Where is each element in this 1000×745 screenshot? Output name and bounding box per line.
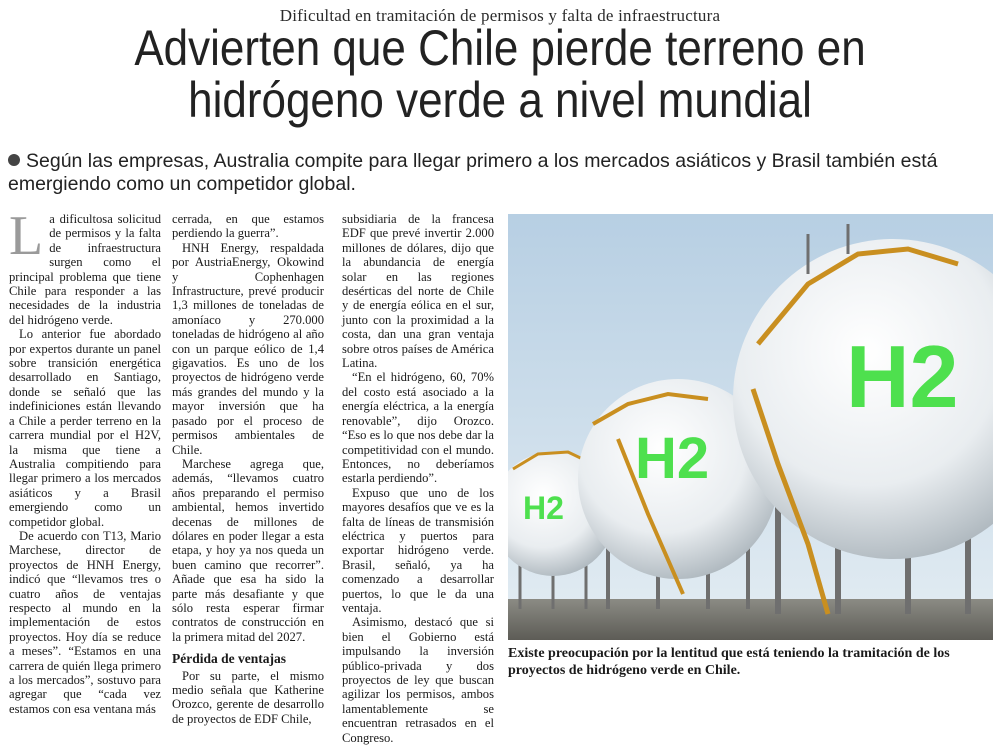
photo-caption: Existe preocupación por la lentitud que está teniendo la tramitación de los proyectos de hidrógeno verde en Chile. [508,646,950,678]
paragraph: Por su parte, el mismo medio señala que Katherine Orozco, gerente de desarrollo de proyectos de EDF Chile, [172,668,324,726]
paragraph: “En el hidrógeno, 60, 70% del costo está asociado a la energía eléctrica, a la energía renovable”, dijo Orozco. “Eso es lo que nos debe dar la competitividad con el mundo. Entonces, no deberíamos estarla perdiendo”. [342,370,494,486]
photo-illustration [508,214,993,640]
deck-text: Según las empresas, Australia compite para llegar primero a los mercados asiáticos y Brasil también está emergiendo como un competidor global. [8,150,938,195]
headline-line-2: hidrógeno verde a nivel mundial [188,72,812,128]
headline-line-1: Advierten que Chile pierde terreno en [134,20,866,76]
paragraph: Expuso que uno de los mayores desafíos que ve es la falta de líneas de transmisión eléctrica y puertos para exportar hidrógeno verde. Brasil, señaló, ya ha comenzado a desarrollar puertos, lo que le da una ventaja. [342,485,494,615]
ground [508,599,993,640]
headline [60,22,940,126]
article-column-2 [172,212,324,726]
tank-label-small: H2 [523,490,564,526]
paragraph: cerrada, en que estamos perdiendo la guerra”. [172,212,324,241]
paragraph: HNH Energy, respaldada por AustriaEnergy, Okowind y Cophenhagen Infrastructure, prevé producir 1,3 millones de toneladas de amoníaco y 270.000 toneladas de hidrógeno al año con un parque eólico de 1,4 gigavatios. Es uno de los proyectos de hidrógeno verde más grandes del mundo y la mayor inversión que ha pasado por el proceso de permisos ambientales de Chile. [172,240,324,457]
paragraph-text: a dificultosa solicitud de permisos y la falta de infraestructura surgen como el principal problema que tiene Chile para responder a las necesidades de la industria del hidrógeno verde. [9,212,161,327]
kicker: Dificultad en tramitación de permisos y falta de infraestructura [279,6,721,25]
subheading: Pérdida de ventajas [172,651,286,667]
article-column-3 [342,212,494,745]
article-column-1 [9,205,161,716]
paragraph: De acuerdo con T13, Mario Marchese, director de proyectos de HNH Energy, indicó que “llevamos tres o cuatro años de ventajas respecto al mundo en la implementación de estos proyectos. Hoy día se reduce a meses”. “Estamos en una carrera de quién llega primero a los mercados”, sostuvo para agregar que “cada vez estamos con esa ventana más [9,528,161,716]
drop-cap: L [9,205,44,267]
paragraph: Lo anterior fue abordado por expertos durante un panel sobre transición energética desarrollado en Santiago, donde se señaló que las indefiniciones están llevando a Chile a perder terreno en la carrera mundial por el H2V, la misma que tiene a Australia compitiendo para llegar primero a los mercados asiáticos y a Brasil emergiendo como un competidor global. [9,327,161,529]
hydrogen-tanks-photo [508,214,993,640]
paragraph: Asimismo, destacó que si bien el Gobierno está impulsando la inversión público-privada y dos proyectos de ley que buscan agilizar los permisos, ambos lamentablemente se encuentran retrasados en el Congreso. [342,615,494,745]
paragraph: subsidiaria de la francesa EDF que prevé invertir 2.000 millones de dólares, dijo que la abundancia de energía solar en las regiones desérticas del norte de Chile y de energía eólica en el sur, junto con la proximidad a la costa, dan una gran ventaja sobre otros países de América Latina. [342,212,494,371]
paragraph: Marchese agrega que, además, “llevamos cuatro años preparando el permiso ambiental, hemos invertido decenas de millones de dólares en poder llegar a esta etapa, y hoy ya nos queda un buen camino que recorrer”. Añade que esa ha sido la parte más desafiante y que sólo resta esperar firmar contratos de construcción en la primera mitad del 2027. [172,456,324,644]
deck [8,150,988,196]
paragraph [9,205,161,327]
tank-label-large: H2 [846,327,959,426]
tank-label-medium: H2 [635,426,710,491]
bullet-icon [8,154,20,166]
